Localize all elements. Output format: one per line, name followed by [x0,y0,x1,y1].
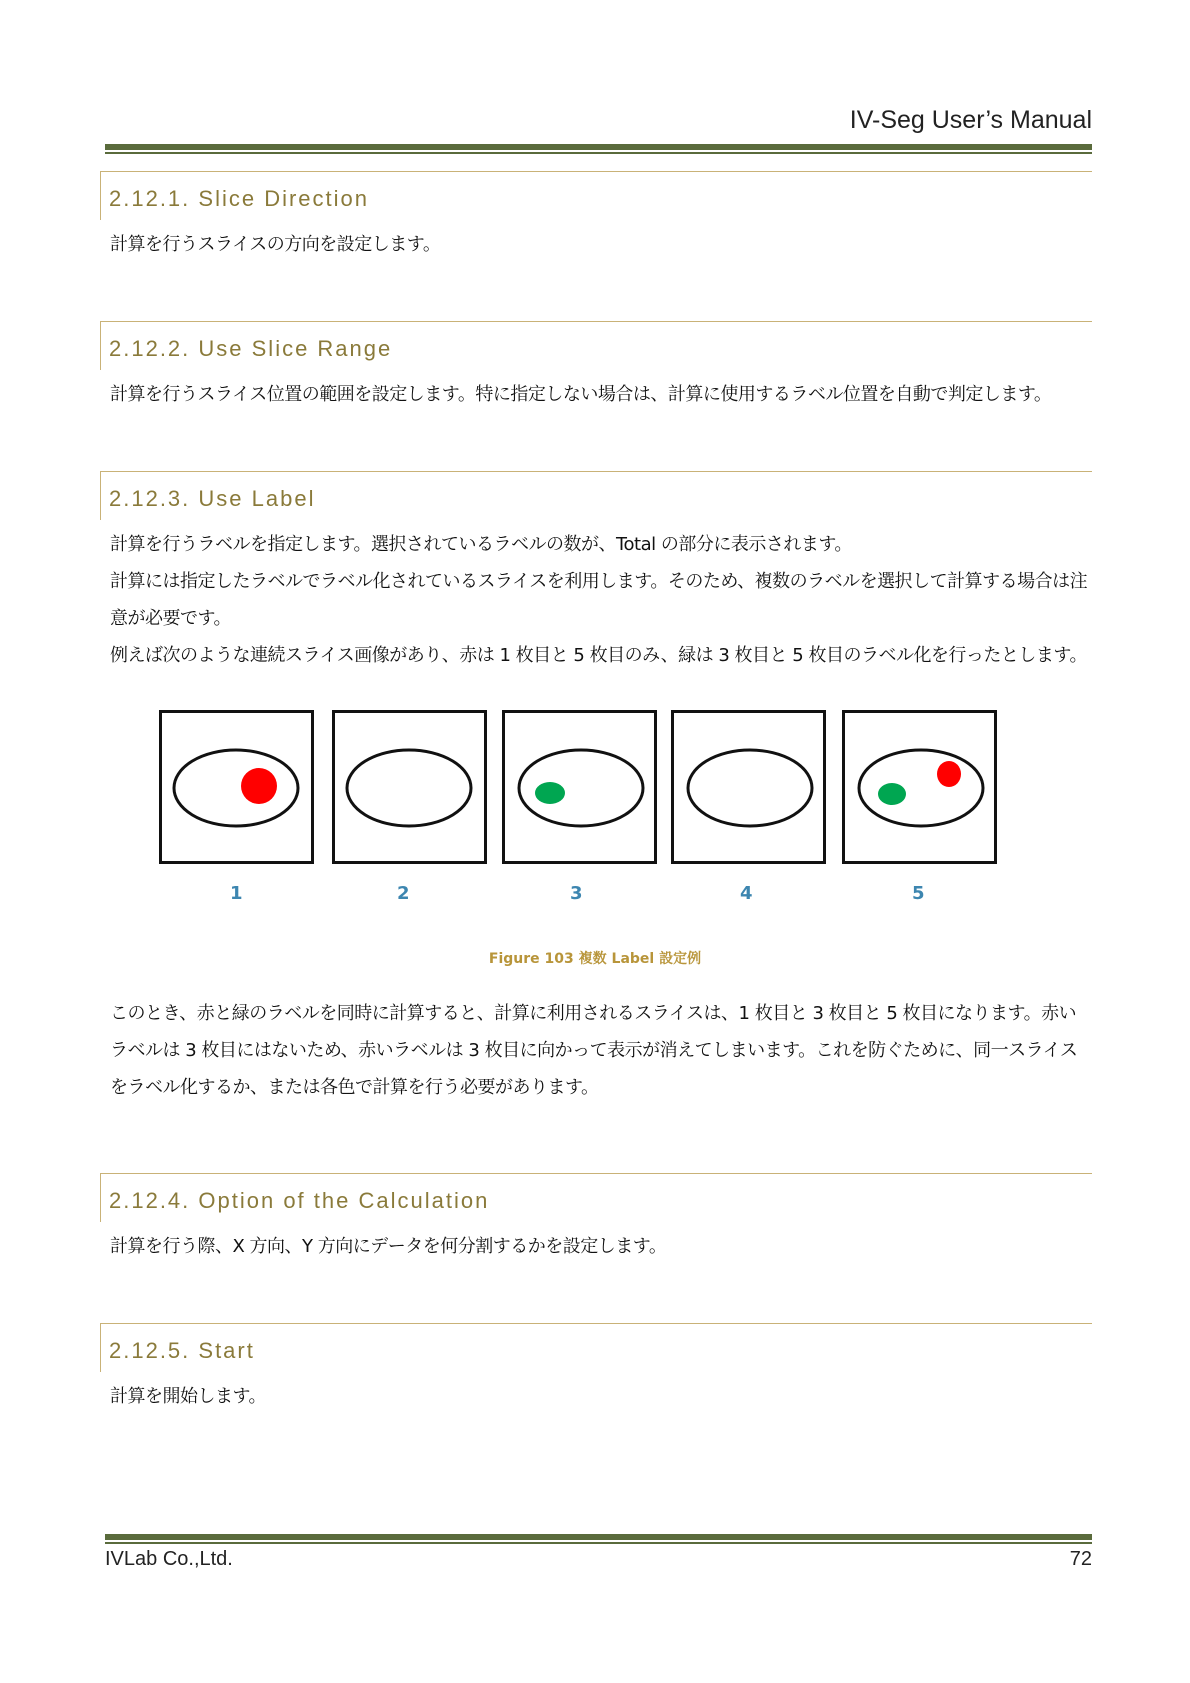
red-label-dot [937,761,961,787]
footer-rule [105,1534,1092,1540]
ellipse-outline [347,750,471,826]
slice-image [845,713,994,861]
section-title: 2.12.4. Option of the Calculation [109,1188,490,1213]
footer-rule-thin [105,1542,1092,1544]
slice-frame [842,710,997,864]
slice-image [674,713,823,861]
header-rule [105,144,1092,150]
section-paragraph: 例えば次のような連続スライス画像があり、赤は 1 枚目と 5 枚目のみ、緑は 3 枚目と 5 枚目のラベル化を行ったとします。 [110,645,1087,666]
slice-frame [332,710,487,864]
red-label-dot [241,768,277,804]
slice-figure [0,710,1190,910]
section-paragraph: 計算を行うラベルを指定します。選択されているラベルの数が、Total の部分に表示されます。 [110,534,852,555]
figure-caption: Figure 103 複数 Label 設定例 [488,951,702,967]
section-use-label [100,471,1092,674]
section-heading-box [100,171,1092,220]
slice-number: 5 [912,883,925,904]
manual-title: IV-Seg User’s Manual [849,106,1092,134]
section-slice-direction [100,171,1092,263]
slice-frame [502,710,657,864]
section-heading-box [100,1323,1092,1372]
slice-image [335,713,484,861]
section-start [100,1323,1092,1415]
section-option-calculation [100,1173,1092,1265]
green-label-dot [535,782,565,804]
section-title: 2.12.5. Start [109,1338,255,1363]
ellipse-outline [688,750,812,826]
header-rule-thin [105,152,1092,154]
section-use-slice-range [100,321,1092,413]
section-heading-box [100,471,1092,520]
section-paragraph: 計算を開始します。 [110,1386,267,1407]
section-paragraph: 計算には指定したラベルでラベル化されているスライスを利用します。そのため、複数のラベルを選択して計算する場合は注意が必要です。 [110,571,1088,629]
section-heading-box [100,321,1092,370]
slice-number: 2 [397,883,410,904]
slice-image [505,713,654,861]
after-figure-paragraph: このとき、赤と緑のラベルを同時に計算すると、計算に利用されるスライスは、1 枚目と 3 枚目と 5 枚目になります。赤いラベルは 3 枚目にはないため、赤いラベルは 3 枚目に向かって表示が消えてしまいます。これを防ぐために、同一スライスをラベル化するか、または各色で計算を行う必要があります。 [110,1003,1078,1098]
slice-number: 4 [740,883,753,904]
slice-image [162,713,311,861]
section-paragraph: 計算を行う際、X 方向、Y 方向にデータを何分割するかを設定します。 [110,1236,667,1257]
section-title: 2.12.1. Slice Direction [109,186,369,211]
ellipse-outline [859,750,983,826]
ellipse-outline [174,750,298,826]
section-heading-box [100,1173,1092,1222]
section-paragraph: 計算を行うスライスの方向を設定します。 [110,234,441,255]
slice-frame [159,710,314,864]
page-number: 72 [1069,1548,1092,1570]
slice-frame [671,710,826,864]
section-paragraph: 計算を行うスライス位置の範囲を設定します。特に指定しない場合は、計算に使用するラベル位置を自動で判定します。 [110,384,1052,405]
slice-number: 1 [230,883,243,904]
company-name: IVLab Co.,Ltd. [105,1548,233,1570]
green-label-dot [878,783,906,805]
section-title: 2.12.3. Use Label [109,486,316,511]
slice-number: 3 [570,883,583,904]
section-title: 2.12.2. Use Slice Range [109,336,393,361]
